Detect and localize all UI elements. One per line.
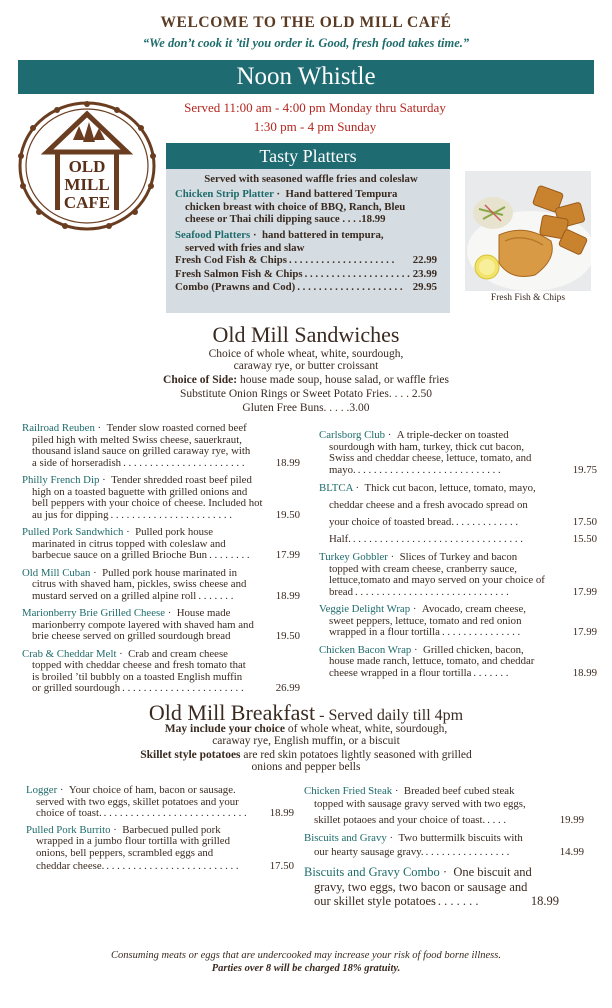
menu-item: Veggie Delight Wrap · Avocado, cream cheese, sweet peppers, lettuce, tomato and red onion wrapped in a flour tortilla . . . . . . . . . . . . . . . 17.99	[319, 603, 597, 638]
breakfast-title: Old Mill Breakfast	[148, 700, 316, 725]
platter-items-list	[175, 254, 437, 294]
sandwiches-left-column	[22, 423, 300, 695]
chicken-strip-desc3: cheese or Thai chili dipping sauce	[185, 213, 340, 225]
list-item: Fresh Cod Fish & Chips . . . . . . . . . . . . . . . . . . . . 22.99	[175, 254, 437, 266]
chicken-strip-platter: Chicken Strip Platter · Hand battered Tempura chicken breast with choice of BBQ, Ranch, Bleu cheese or Thai chili dipping sauce . . . .18.99	[175, 188, 447, 226]
menu-item: Marionberry Brie Grilled Cheese · House made marionberry compote layered with shaved ham and brie cheese served on grilled sourdough bread 19.50	[22, 607, 300, 642]
seafood-platters: Seafood Platters · hand battered in tempura, served with fries and slaw	[175, 229, 447, 254]
breakfast-left-column	[26, 785, 294, 873]
breakfast-sub2: caraway rye, English muffin, or a biscuit	[212, 735, 400, 747]
sandwiches-sub1: Choice of whole wheat, white, sourdough,	[208, 348, 404, 360]
menu-item: BLTCA · Thick cut bacon, lettuce, tomato, mayo, cheddar cheese and a fresh avocado spread on your choice of toasted bread. . . . . . . . . . . . . 17.50 Half. . . . . . . . . . . . . . . . . . . . . . . . . . . . . . . . . 15.50	[319, 482, 597, 545]
menu-item: Chicken Bacon Wrap · Grilled chicken, bacon, house made ranch, lettuce, tomato, and cheddar cheese wrapped in a flour tortilla . . . . . . . 18.99	[319, 643, 597, 679]
menu-item: Crab & Cheddar Melt · Crab and cream cheese topped with cheddar cheese and fresh tomato that is broiled ’til bubbly on a toasted English muffin or grilled sourdough . . . . . . . . . . . . . . . . . . . . . . . 26.99	[22, 647, 300, 694]
logo-text-cafe: CAFE	[63, 193, 111, 212]
menu-item: Carlsborg Club · A triple-decker on toasted sourdough with ham, turkey, thick cut bacon, Swiss and cheddar cheese, lettuce, tomato, and mayo. . . . . . . . . . . . . . . . . . . . . . . . . . . . 19.75	[319, 429, 597, 476]
logo-text-mill: MILL	[64, 175, 110, 194]
menu-item: Pulled Pork Burrito · Barbecued pulled pork wrapped in a jumbo flour tortilla with grilled onions, bell peppers, scrambled eggs and cheddar cheese. . . . . . . . . . . . . . . . . . . . . . . . . . 17.50	[26, 823, 294, 872]
gratuity-notice: Parties over 8 will be charged 18% gratuity.	[211, 963, 401, 974]
sandwiches-title: Old Mill Sandwiches	[212, 322, 400, 347]
sandwiches-side: Choice of Side: house made soup, house salad, or waffle fries	[163, 374, 449, 386]
old-mill-cafe-logo	[17, 100, 157, 232]
photo-caption: Fresh Fish & Chips	[490, 293, 566, 303]
chicken-strip-desc2: chicken breast with choice of BBQ, Ranch, Bleu	[185, 200, 406, 213]
seafood-desc2: served with fries and slaw	[185, 241, 305, 254]
chicken-strip-price: 18.99	[361, 213, 386, 225]
chicken-strip-name: Chicken Strip Platter	[175, 188, 274, 200]
menu-item: Pulled Pork Sandwhich · Pulled pork house marinated in citrus topped with coleslaw and barbecue sauce on a grilled Brioche Bun . . . . . . . . 17.99	[22, 526, 300, 561]
food-safety-notice: Consuming meats or eggs that are undercooked may increase your risk of food borne illness.	[111, 950, 501, 961]
welcome-heading: WELCOME TO THE OLD MILL CAFÉ	[160, 14, 452, 31]
list-item: Fresh Salmon Fish & Chips . . . . . . . . . . . . . . . . . . . . 23.99	[175, 267, 437, 280]
menu-item: Logger · Your choice of ham, bacon or sausage. served with two eggs, skillet potatoes and your choice of toast. . . . . . . . . . . . . . . . . . . . . . . . . . . . 18.99	[26, 784, 294, 819]
sandwiches-substitute: Substitute Onion Rings or Sweet Potato Fries. . . . 2.50	[179, 388, 433, 400]
logo-text-old: OLD	[68, 157, 106, 176]
breakfast-sub4: onions and pepper bells	[251, 761, 361, 773]
breakfast-sub3: Skillet style potatoes are red skin potatoes lightly seasoned with grilled	[140, 749, 472, 761]
sandwiches-sub2: caraway rye, or butter croissant	[233, 360, 379, 372]
chicken-strip-desc1: Hand battered Tempura	[285, 188, 398, 200]
list-item: Combo (Prawns and Cod) . . . . . . . . . . . . . . . . . . . . 29.95	[175, 281, 437, 293]
breakfast-sub1: May include your choice of whole wheat, white, sourdough,	[164, 723, 448, 735]
seafood-desc1: hand battered in tempura,	[261, 229, 384, 241]
breakfast-right-column	[304, 785, 584, 909]
menu-item: Philly French Dip · Tender shredded roast beef piled high on a toasted baguette with grilled onions and bell peppers with your choice of cheese. Included hot au jus for dipping . . . . . . . . . . . . . . . . . . . . . . . 19.50	[22, 474, 300, 521]
menu-item: Biscuits and Gravy · Two buttermilk biscuits with our hearty sausage gravy. . . . . . . . . . . . . . . . . 14.99	[304, 832, 584, 858]
seafood-name: Seafood Platters	[175, 229, 251, 241]
menu-item: Railroad Reuben · Tender slow roasted corned beef piled high with melted Swiss cheese, sauerkraut, thousand island sauce on grilled caraway rye, with a side of horseradish . . . . . . . . . . . . . . . . . . . . . . . 18.99	[22, 422, 300, 469]
menu-item: Turkey Gobbler · Slices of Turkey and bacon topped with cream cheese, cranberry sauce, lettuce,tomato and mayo served on your choice of bread . . . . . . . . . . . . . . . . . . . . . . . . . . . . . 17.99	[319, 551, 597, 598]
tagline: “We don’t cook it ’til you order it. Good, fresh food takes time.”	[142, 36, 470, 50]
sandwiches-right-column	[319, 430, 597, 679]
noon-whistle-banner: Noon Whistle	[18, 60, 594, 94]
fish-and-chips-photo	[465, 171, 591, 291]
breakfast-title-suffix: - Served daily till 4pm	[319, 707, 464, 724]
hours-weekday: Served 11:00 am - 4:00 pm Monday thru Saturday	[184, 100, 446, 115]
sandwiches-gluten-free: Gluten Free Buns. . . . .3.00	[242, 402, 370, 414]
menu-item: Old Mill Cuban · Pulled pork house marinated in citrus with shaved ham, pickles, swiss cheese and mustard served on a grilled alpine roll . . . . . . . 18.99	[22, 566, 300, 602]
platters-intro: Served with seasoned waffle fries and coleslaw	[204, 173, 418, 185]
tasty-platters-title: Tasty Platters	[166, 143, 450, 169]
menu-item: Biscuits and Gravy Combo · One biscuit and gravy, two eggs, two bacon or sausage and our skillet style potatoes . . . . . . . 18.99	[304, 865, 559, 908]
menu-item: Chicken Fried Steak · Breaded beef cubed steak topped with sausage gravy served with two eggs, skillet potaoes and your choice of toast. . . . . 19.99	[304, 785, 584, 826]
hours-sunday: 1:30 pm - 4 pm Sunday	[253, 119, 377, 134]
